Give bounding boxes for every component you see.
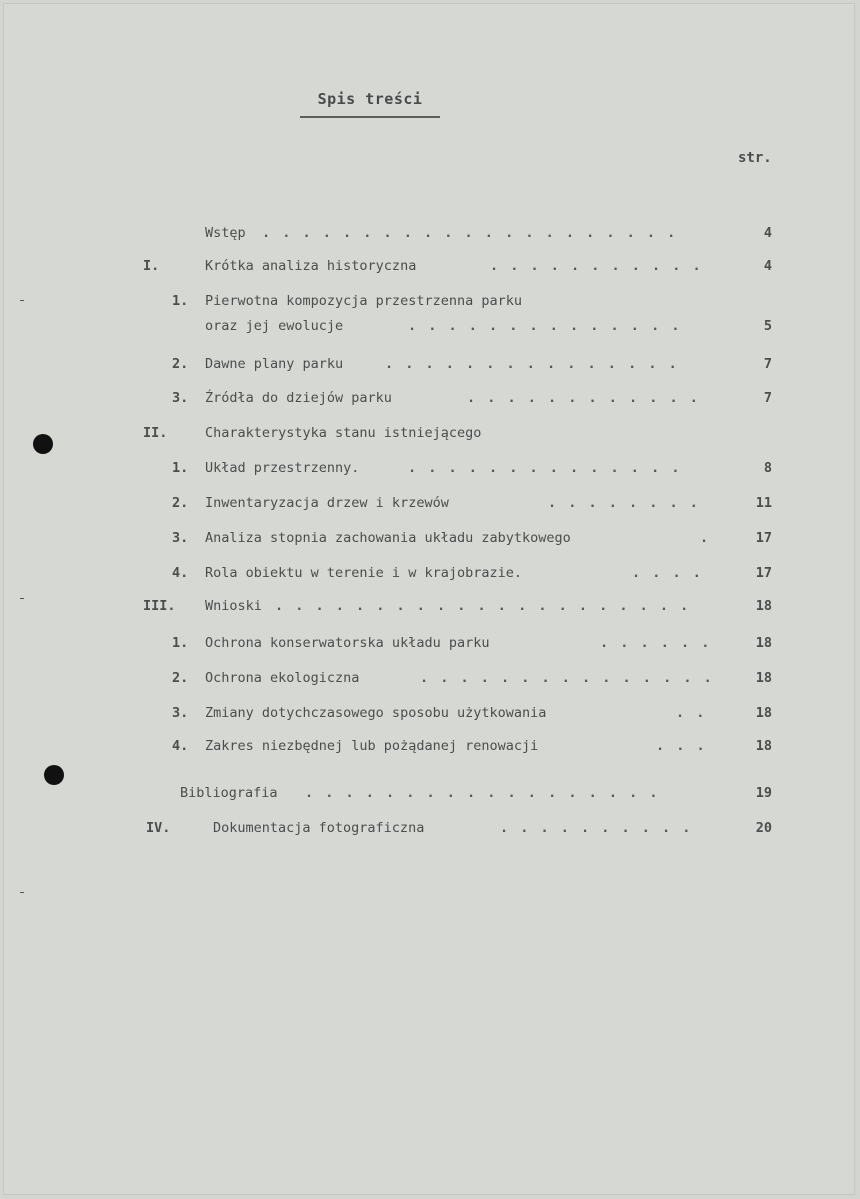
toc-label: Zmiany dotychczasowego sposobu użytkowania bbox=[205, 705, 547, 721]
toc-entry bbox=[0, 318, 860, 340]
toc-roman: III. bbox=[143, 598, 176, 614]
toc-label: Analiza stopnia zachowania układu zabytkowego bbox=[205, 530, 571, 546]
toc-leader: . . . . . . . . . . . . . . . bbox=[385, 356, 679, 372]
toc-page: 7 bbox=[763, 356, 772, 372]
toc-leader: . . . . . . . . . . bbox=[500, 820, 693, 836]
toc-number: 2. bbox=[172, 356, 189, 372]
toc-page: 18 bbox=[755, 738, 772, 754]
toc-page: 7 bbox=[763, 390, 772, 406]
toc-label: oraz jej ewolucje bbox=[205, 318, 344, 334]
toc-number: 2. bbox=[172, 670, 189, 686]
toc-label: Źródła do dziejów parku bbox=[205, 390, 392, 406]
toc-number: 3. bbox=[172, 390, 189, 406]
toc-page: 18 bbox=[755, 598, 772, 614]
toc-page: 18 bbox=[755, 705, 772, 721]
toc-label: Dokumentacja fotograficzna bbox=[213, 820, 425, 836]
toc-label: Bibliografia bbox=[180, 785, 278, 801]
toc-label: Wstęp bbox=[205, 225, 246, 241]
toc-leader: . bbox=[700, 530, 711, 546]
toc-label: Układ przestrzenny. bbox=[205, 460, 360, 476]
toc-number: 2. bbox=[172, 495, 189, 511]
toc-label: Ochrona ekologiczna bbox=[205, 670, 360, 686]
toc-page: 17 bbox=[755, 565, 772, 581]
toc-page: 11 bbox=[755, 495, 772, 511]
toc-label: Krótka analiza historyczna bbox=[205, 258, 417, 274]
toc-label: Charakterystyka stanu istniejącego bbox=[205, 425, 482, 441]
toc-leader: . . bbox=[676, 705, 707, 721]
margin-mark bbox=[20, 892, 24, 893]
toc-number: 3. bbox=[172, 530, 189, 546]
toc-page: 4 bbox=[763, 258, 772, 274]
toc-label: Rola obiektu w terenie i w krajobrazie. bbox=[205, 565, 522, 581]
toc-leader: . . . . . . . . . . . . bbox=[467, 390, 700, 406]
toc-label: Inwentaryzacja drzew i krzewów bbox=[205, 495, 449, 511]
toc-entry bbox=[0, 530, 860, 552]
toc-entry bbox=[0, 785, 860, 807]
toc-entry bbox=[0, 390, 860, 412]
toc-roman: II. bbox=[143, 425, 168, 441]
toc-entry bbox=[0, 425, 860, 447]
toc-leader: . . . . . . . . . . . . . . bbox=[408, 318, 682, 334]
toc-leader: . . . bbox=[656, 738, 707, 754]
toc-roman: IV. bbox=[146, 820, 171, 836]
toc-label: Wnioski bbox=[205, 598, 262, 614]
toc-leader: . . . . . . . . . . . . . . . . . . bbox=[305, 785, 660, 801]
toc-entry bbox=[0, 258, 860, 280]
page-title: Spis treści bbox=[317, 90, 423, 108]
toc-number: 4. bbox=[172, 565, 189, 581]
toc-leader: . . . . . . bbox=[600, 635, 712, 651]
toc-number: 1. bbox=[172, 635, 189, 651]
toc-label: Dawne plany parku bbox=[205, 356, 344, 372]
toc-entry bbox=[0, 738, 860, 760]
toc-entry bbox=[0, 820, 860, 842]
toc-label: Ochrona konserwatorska układu parku bbox=[205, 635, 490, 651]
toc-leader: . . . . . . . . . . . . . . bbox=[408, 460, 682, 476]
toc-number: 1. bbox=[172, 293, 189, 309]
toc-page: 4 bbox=[763, 225, 772, 241]
toc-leader: . . . . bbox=[632, 565, 703, 581]
toc-entry bbox=[0, 565, 860, 587]
toc-page: 17 bbox=[755, 530, 772, 546]
toc-page: 8 bbox=[763, 460, 772, 476]
toc-page: 19 bbox=[755, 785, 772, 801]
toc-leader: . . . . . . . . bbox=[548, 495, 700, 511]
page-column-header: str. bbox=[738, 150, 772, 166]
toc-entry bbox=[0, 225, 860, 247]
toc-page: 18 bbox=[755, 670, 772, 686]
toc-entry bbox=[0, 293, 860, 315]
toc-label: Pierwotna kompozycja przestrzenna parku bbox=[205, 293, 522, 309]
toc-entry bbox=[0, 598, 860, 620]
toc-leader: . . . . . . . . . . . . . . . bbox=[420, 670, 714, 686]
toc-roman: I. bbox=[143, 258, 160, 274]
toc-leader: . . . . . . . . . . . . . . . . . . . . . bbox=[262, 225, 678, 241]
toc-leader: . . . . . . . . . . . bbox=[490, 258, 703, 274]
toc-number: 4. bbox=[172, 738, 189, 754]
toc-entry bbox=[0, 495, 860, 517]
toc-entry bbox=[0, 356, 860, 378]
toc-page: 18 bbox=[755, 635, 772, 651]
toc-entry bbox=[0, 670, 860, 692]
toc-entry bbox=[0, 705, 860, 727]
toc-page: 20 bbox=[755, 820, 772, 836]
toc-leader: . . . . . . . . . . . . . . . . . . . . . bbox=[275, 598, 691, 614]
toc-entry bbox=[0, 635, 860, 657]
toc-label: Zakres niezbędnej lub pożądanej renowacji bbox=[205, 738, 539, 754]
toc-number: 1. bbox=[172, 460, 189, 476]
toc-number: 3. bbox=[172, 705, 189, 721]
title-underline bbox=[300, 116, 440, 118]
toc-page: 5 bbox=[763, 318, 772, 334]
toc-entry bbox=[0, 460, 860, 482]
punch-hole-bottom bbox=[44, 765, 64, 785]
